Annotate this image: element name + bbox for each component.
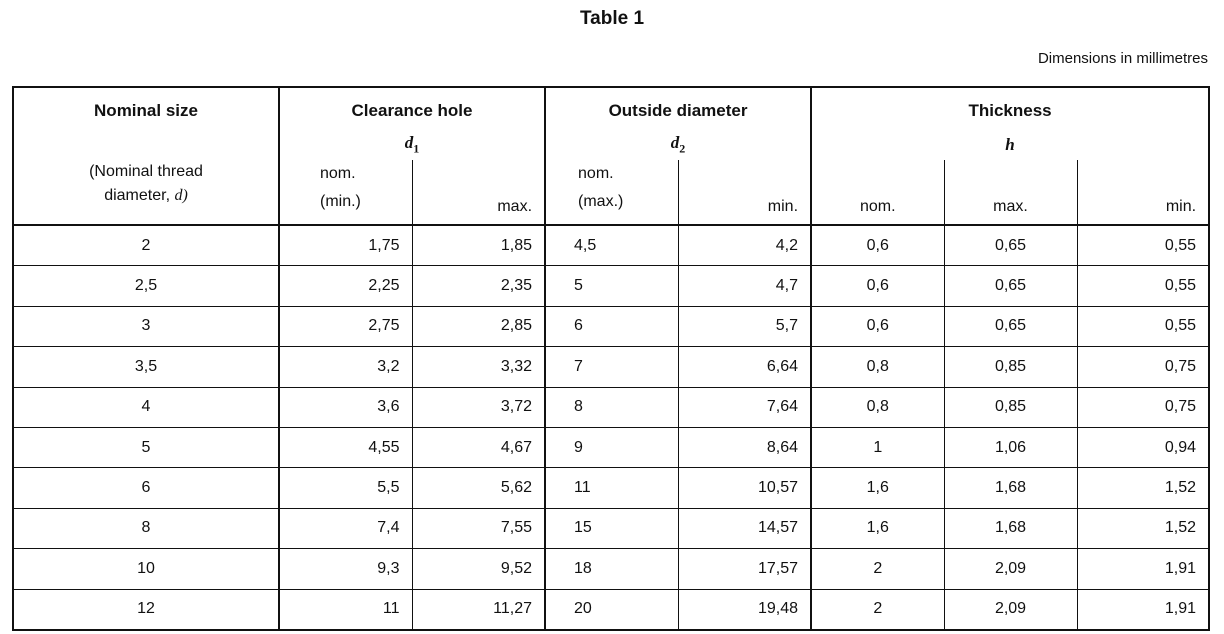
outside-min-cell: 10,57 — [678, 468, 811, 508]
table-row — [13, 387, 1209, 427]
nominal-size-cell: 3 — [13, 306, 279, 346]
outside-nom-cell: 7 — [545, 347, 678, 387]
clearance-nom-min-header: nom. (min.) — [279, 160, 412, 225]
thickness-min-cell: 1,52 — [1077, 508, 1209, 548]
thickness-min-cell: 1,91 — [1077, 589, 1209, 630]
thickness-symbol: h — [811, 130, 1209, 160]
thickness-nom-cell: 1,6 — [811, 468, 944, 508]
clearance-max-cell: 9,52 — [412, 549, 545, 589]
thickness-min-cell: 1,52 — [1077, 468, 1209, 508]
thickness-nom-cell: 1,6 — [811, 508, 944, 548]
thickness-nom-cell: 2 — [811, 589, 944, 630]
thickness-nom-header: nom. — [811, 160, 944, 225]
thickness-nom-cell: 0,6 — [811, 306, 944, 346]
nominal-size-spacer — [13, 130, 279, 160]
clearance-nom-cell: 11 — [279, 589, 412, 630]
nominal-size-header: Nominal size — [94, 101, 198, 120]
thickness-nom-cell: 1 — [811, 427, 944, 467]
nominal-size-cell: 4 — [13, 387, 279, 427]
thickness-min-cell: 0,55 — [1077, 266, 1209, 306]
clearance-max-cell: 5,62 — [412, 468, 545, 508]
thickness-max-cell: 0,65 — [944, 225, 1077, 266]
clearance-max-cell: 3,72 — [412, 387, 545, 427]
outside-nom-cell: 18 — [545, 549, 678, 589]
outside-min-header: min. — [678, 160, 811, 225]
clearance-nom-cell: 9,3 — [279, 549, 412, 589]
header-row-groups — [13, 87, 1209, 130]
thickness-max-cell: 0,85 — [944, 347, 1077, 387]
outside-min-cell: 4,2 — [678, 225, 811, 266]
nominal-size-cell: 8 — [13, 508, 279, 548]
nominal-size-cell: 12 — [137, 600, 155, 618]
thickness-nom-cell: 0,6 — [811, 266, 944, 306]
thickness-max-cell: 2,09 — [944, 549, 1077, 589]
outside-nom-cell: 5 — [545, 266, 678, 306]
nominal-size-cell: 2,5 — [13, 266, 279, 306]
table-row — [13, 347, 1209, 387]
outside-nom-cell: 8 — [545, 387, 678, 427]
thickness-nom-cell: 2 — [811, 549, 944, 589]
thickness-max-cell: 0,65 — [944, 306, 1077, 346]
clearance-max-cell: 2,35 — [412, 266, 545, 306]
clearance-max-cell: 1,85 — [412, 225, 545, 266]
nominal-thread-diameter-label: (Nominal thread diameter, d) — [13, 160, 279, 225]
thickness-max-cell: 1,68 — [944, 508, 1077, 548]
thickness-max-cell: 1,06 — [944, 427, 1077, 467]
outside-min-cell: 6,64 — [678, 347, 811, 387]
nominal-size-cell: 3,5 — [13, 347, 279, 387]
clearance-nom-cell: 7,4 — [279, 508, 412, 548]
outside-min-cell: 8,64 — [678, 427, 811, 467]
outside-nom-cell: 20 — [545, 589, 678, 630]
table-row — [13, 266, 1209, 306]
outside-nom-cell: 11 — [545, 468, 678, 508]
thickness-nom-cell: 0,6 — [811, 225, 944, 266]
clearance-nom-cell: 5,5 — [279, 468, 412, 508]
clearance-max-cell: 4,67 — [412, 427, 545, 467]
dimensions-table — [12, 86, 1210, 631]
outside-min-cell: 5,7 — [678, 306, 811, 346]
outside-min-cell: 4,7 — [678, 266, 811, 306]
clearance-nom-cell: 1,75 — [279, 225, 412, 266]
outside-nom-cell: 6 — [545, 306, 678, 346]
thickness-max-cell: 1,68 — [944, 468, 1077, 508]
thickness-nom-cell: 0,8 — [811, 387, 944, 427]
header-row-subcolumns — [13, 160, 1209, 225]
outside-min-cell: 7,64 — [678, 387, 811, 427]
table-row — [13, 225, 1209, 266]
clearance-nom-cell: 4,55 — [279, 427, 412, 467]
clearance-nom-cell: 2,25 — [279, 266, 412, 306]
nominal-size-cell: 2 — [13, 225, 279, 266]
table-row — [13, 508, 1209, 548]
thickness-header: Thickness — [811, 87, 1209, 130]
outside-nom-cell: 15 — [545, 508, 678, 548]
thickness-max-cell: 0,65 — [944, 266, 1077, 306]
outside-diameter-symbol: $d_2$ — [545, 130, 811, 160]
thickness-min-cell: 0,75 — [1077, 347, 1209, 387]
table-title: Table 1 — [579, 8, 645, 29]
units-note: Dimensions in millimetres — [1037, 50, 1208, 67]
clearance-max-cell: 2,85 — [412, 306, 545, 346]
outside-min-cell: 14,57 — [678, 508, 811, 548]
table-row — [13, 589, 1209, 630]
nominal-size-cell: 5 — [13, 427, 279, 467]
thickness-min-cell: 0,55 — [1077, 306, 1209, 346]
outside-min-cell: 17,57 — [678, 549, 811, 589]
table-row — [13, 549, 1209, 589]
thickness-min-cell: 1,91 — [1077, 549, 1209, 589]
thickness-max-cell: 2,09 — [944, 589, 1077, 630]
outside-nom-cell: 4,5 — [545, 225, 678, 266]
table-row — [13, 468, 1209, 508]
clearance-max-header: max. — [412, 160, 545, 225]
clearance-nom-cell: 3,2 — [279, 347, 412, 387]
table-row — [13, 427, 1209, 467]
header-row-symbols — [13, 130, 1209, 160]
thickness-min-header: min. — [1077, 160, 1209, 225]
clearance-max-cell: 7,55 — [412, 508, 545, 548]
outside-nom-max-header: nom. (max.) — [545, 160, 678, 225]
thickness-nom-cell: 0,8 — [811, 347, 944, 387]
clearance-hole-symbol: $d_1$ — [279, 130, 545, 160]
thickness-min-cell: 0,55 — [1077, 225, 1209, 266]
outside-diameter-header: Outside diameter — [545, 87, 811, 130]
clearance-hole-header: Clearance hole — [279, 87, 545, 130]
nominal-size-cell: 10 — [13, 549, 279, 589]
clearance-max-cell: 3,32 — [412, 347, 545, 387]
clearance-max-cell: 11,27 — [412, 589, 545, 630]
thickness-min-cell: 0,75 — [1077, 387, 1209, 427]
outside-nom-cell: 9 — [545, 427, 678, 467]
thickness-max-header: max. — [944, 160, 1077, 225]
clearance-nom-cell: 2,75 — [279, 306, 412, 346]
thickness-min-cell: 0,94 — [1077, 427, 1209, 467]
table-row — [13, 306, 1209, 346]
thickness-max-cell: 0,85 — [944, 387, 1077, 427]
clearance-nom-cell: 3,6 — [279, 387, 412, 427]
nominal-size-cell: 6 — [13, 468, 279, 508]
outside-min-cell: 19,48 — [678, 589, 811, 630]
